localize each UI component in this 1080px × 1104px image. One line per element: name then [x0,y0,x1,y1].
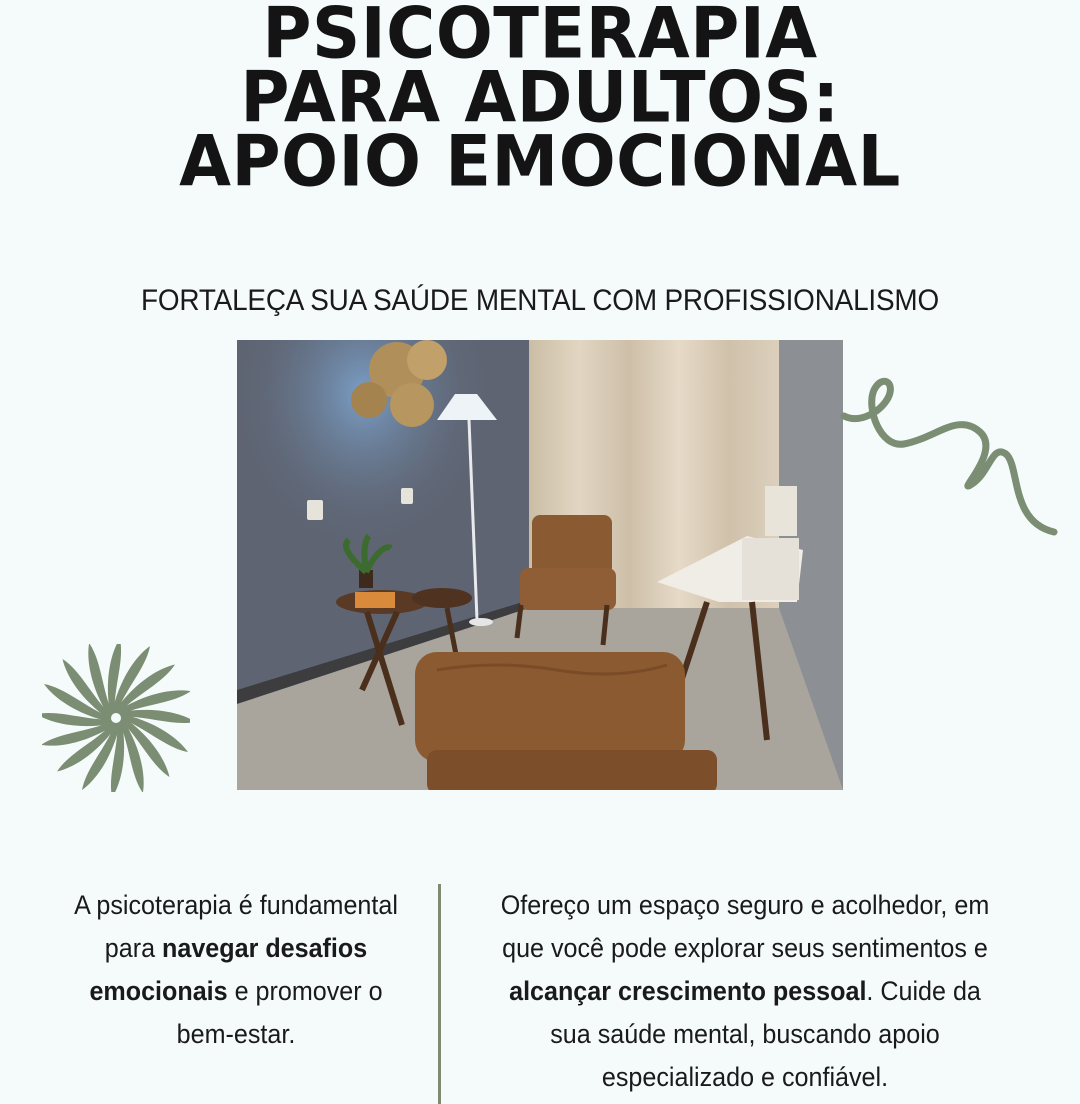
title-line-3: APOIO EMOCIONAL [179,120,901,203]
right-text-column [489,884,1001,1099]
title-line-1: PSICOTERAPIA [262,0,818,75]
left-text-bold: navegar desafios emocionais [89,933,368,1006]
therapy-room-photo [237,340,843,790]
squiggle-decoration-icon [840,372,1060,542]
left-text-part-2: e promover o bem-estar. [176,976,383,1049]
page-title [0,0,1080,203]
spiral-flower-icon [42,644,190,792]
right-text-part-2: . Cuide da sua saúde mental, buscando apoio especializado e confiável. [550,976,981,1092]
right-text-part-1: Ofereço um espaço seguro e acolhedor, em que você pode explorar seus sentimentos e [500,890,990,963]
right-text-bold: alcançar crescimento pessoal [509,976,867,1006]
left-text-column [72,884,399,1056]
title-line-2: PARA ADULTOS: [240,56,840,139]
column-divider [438,884,441,1104]
left-text-part-1: A psicoterapia é fundamental para [74,890,398,963]
subtitle: FORTALEÇA SUA SAÚDE MENTAL COM PROFISSIONALISMO [141,284,939,317]
